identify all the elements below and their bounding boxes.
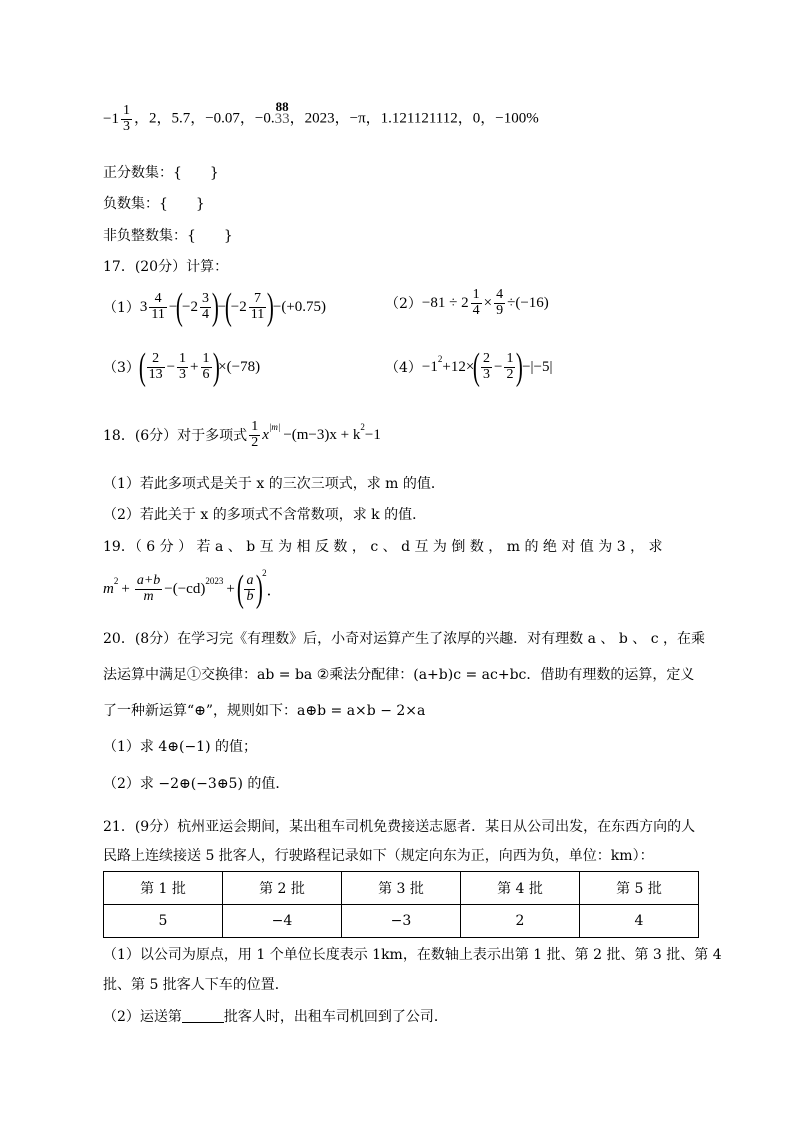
expr-tail: −|−5|	[522, 358, 553, 375]
q17-part2	[385, 288, 549, 318]
frac-num: 4	[149, 292, 166, 308]
frac-den: b	[246, 588, 254, 604]
q20-line-5: （2）求 −2⊕(−3⊕5) 的值．	[103, 776, 290, 792]
set-nonnegative-integers: 非负整数集：{ }	[103, 228, 233, 244]
part-label: （2）	[385, 296, 422, 313]
q17-part1: （1） 3 $\frac{4}{11}$ − ( −2 $\frac{3}{4}$ ) − ( −2 $\frac{7}{11}$ ) −(+0.75)	[103, 286, 327, 328]
frac-num: 4	[496, 287, 504, 302]
expr-mid: −(−cd)	[164, 580, 206, 597]
q18-line-1: （1）若此多项式是关于 x 的三次三项式，求 m 的值．	[103, 476, 445, 492]
frac-den: 3	[482, 366, 490, 382]
q18-line-2: （2）若此关于 x 的多项式不含常数项，求 k 的值．	[103, 507, 427, 523]
period: ．	[266, 582, 282, 599]
q21-line-2: 民路上连续接送 5 批客人，行驶路程记录如下（规定向东为正，向西为负，单位：km）：	[103, 848, 654, 864]
part-label: （4）	[385, 360, 422, 376]
expr-tail: ×(−78)	[218, 358, 261, 375]
number-list-part-b: ，2023，−π，1.121121112，0，−100%	[289, 110, 539, 127]
frac-den: 3	[179, 366, 187, 382]
frac-den: 9	[496, 302, 504, 318]
expr-tail: −(+0.75)	[272, 298, 327, 315]
q20-line-2: 法运算中满足①交换律：ab = ba ②乘法分配律：(a+b)c = ac+bc．借助有理数的运算，定义	[103, 667, 695, 683]
operator: +	[226, 580, 235, 597]
expr-lead: −81 ÷ 2	[421, 294, 469, 311]
q21-part2	[103, 1006, 448, 1026]
table-cell: 5	[104, 905, 223, 938]
frac-num: 1	[472, 287, 480, 302]
frac-den: m	[143, 588, 154, 604]
exponent: 2	[360, 422, 365, 433]
poly-end: −1	[364, 426, 381, 443]
q20-line-1: 20．(8分）在学习完《有理数》后，小奇对运算产生了浓厚的兴趣．对有理数 a 、 b 、 c ，在乘	[103, 631, 706, 647]
exponent: 2	[437, 354, 443, 364]
q19-line-1: 19．（ 6 分 ） 若 a 、 b 互 为 相 反 数 ， c 、 d 互 为 倒 数 ， m 的 绝 对 值 为 3 ， 求	[103, 539, 663, 555]
q19-expression: m $^2$ + $\frac{a+b}{m}$ −(−cd) $^{2023}$ + ( $\frac{a}{b}$ ) $^2$ ．	[103, 568, 282, 610]
var-m: m	[103, 580, 114, 597]
poly-rest: −(m−3)x + k	[283, 426, 361, 443]
mixed-whole: −2	[182, 298, 198, 315]
exponent: 2	[262, 568, 267, 578]
expr-mid: +12×	[442, 358, 475, 375]
q20-line-4: （1）求 4⊕(−1) 的值；	[103, 739, 258, 755]
part-label: （1）	[103, 300, 140, 316]
q18-header: 18．(6分）对于多项式	[103, 428, 248, 445]
exponent: |m|	[268, 422, 281, 433]
frac-den: 6	[202, 366, 210, 382]
table-cell: 2	[461, 905, 580, 938]
table-header-cell: 第 1 批	[104, 872, 223, 905]
frac-num: 7	[249, 292, 266, 308]
frac-num: 1	[179, 350, 187, 366]
set-positive-fractions: 正分数集：{ }	[103, 165, 219, 181]
q20-line-3: 了一种新运算“⊕”，规则如下：a⊕b = a×b − 2×a	[103, 703, 426, 719]
table-header-cell: 第 4 批	[461, 872, 580, 905]
mixed-number	[103, 104, 134, 134]
frac-num: a	[246, 572, 254, 588]
table-header-row	[104, 872, 699, 905]
frac-den: 2	[506, 366, 514, 382]
q18-header-line	[103, 420, 381, 450]
operator: +	[190, 358, 199, 375]
exponent: 2	[113, 576, 119, 586]
frac-den: 2	[251, 434, 259, 450]
part-label: （3）	[103, 360, 140, 376]
exponent: 2023	[205, 576, 224, 586]
frac-den: 11	[250, 306, 265, 322]
answer-blank[interactable]	[182, 1010, 224, 1023]
frac-den: 13	[148, 366, 163, 382]
frac-num: 1	[251, 419, 259, 434]
frac-num: 1	[506, 350, 514, 366]
q21-part2-prefix: （2）运送第	[103, 1009, 182, 1025]
mixed-whole: −2	[230, 298, 247, 315]
q17-header: 17．(20分）计算：	[103, 259, 229, 275]
table-header-cell: 第 3 批	[342, 872, 461, 905]
frac-num: 1	[202, 350, 210, 366]
q16-number-list	[103, 98, 539, 134]
frac-num: 1	[122, 103, 130, 118]
q21-after-2: 批、第 5 批客人下车的位置．	[103, 977, 289, 993]
frac-den: 11	[151, 306, 165, 322]
var-x: x	[262, 426, 269, 443]
operator: +	[121, 580, 130, 597]
repeating-digits: 33	[274, 110, 290, 127]
table-header-cell: 第 5 批	[580, 872, 699, 905]
operator: −	[493, 358, 503, 375]
table-cell: −3	[342, 905, 461, 938]
mixed-whole: 3	[139, 298, 148, 315]
q17-part4: （4） −1 $^2$ +12× ( $\frac{2}{3}$ − $\frac{1}{2}$ ) −|−5|	[385, 346, 553, 388]
frac-num: a+b	[136, 572, 161, 588]
number-list-part-a: ，2，5.7，−0.07，−0.	[133, 110, 275, 127]
mixed-whole: −1	[103, 110, 119, 127]
table-header-cell: 第 2 批	[223, 872, 342, 905]
q21-after-1: （1）以公司为原点，用 1 个单位长度表示 1km，在数轴上表示出第 1 批、第 2 批、第 3 批、第 4	[103, 947, 722, 963]
frac-num: 2	[482, 350, 490, 366]
table-cell: −4	[223, 905, 342, 938]
expr-lead: −1	[421, 358, 438, 375]
q17-part3: （3） ( $\frac{2}{13}$ − $\frac{1}{3}$ + $\frac{1}{6}$ ) ×(−78)	[103, 346, 261, 388]
frac-den: 3	[122, 118, 130, 134]
q21-line-1: 21．(9分）杭州亚运会期间，某出租车司机免费接送志愿者．某日从公司出发，在东西方向的人	[103, 819, 696, 835]
operator: −	[166, 358, 176, 375]
q21-part2-suffix: 批客人时，出租车司机回到了公司．	[223, 1009, 448, 1025]
frac-den: 4	[472, 302, 480, 318]
frac-num: 3	[202, 290, 209, 306]
table-row	[104, 905, 699, 938]
expr-tail: ÷(−16)	[507, 294, 549, 311]
repeat-dots: 88	[275, 98, 289, 114]
set-negative-numbers: 负数集：{ }	[103, 196, 205, 212]
route-table	[103, 871, 699, 938]
table-cell: 4	[580, 905, 699, 938]
operator: ×	[483, 294, 493, 311]
frac-num: 2	[147, 352, 165, 368]
frac-den: 4	[202, 306, 209, 322]
